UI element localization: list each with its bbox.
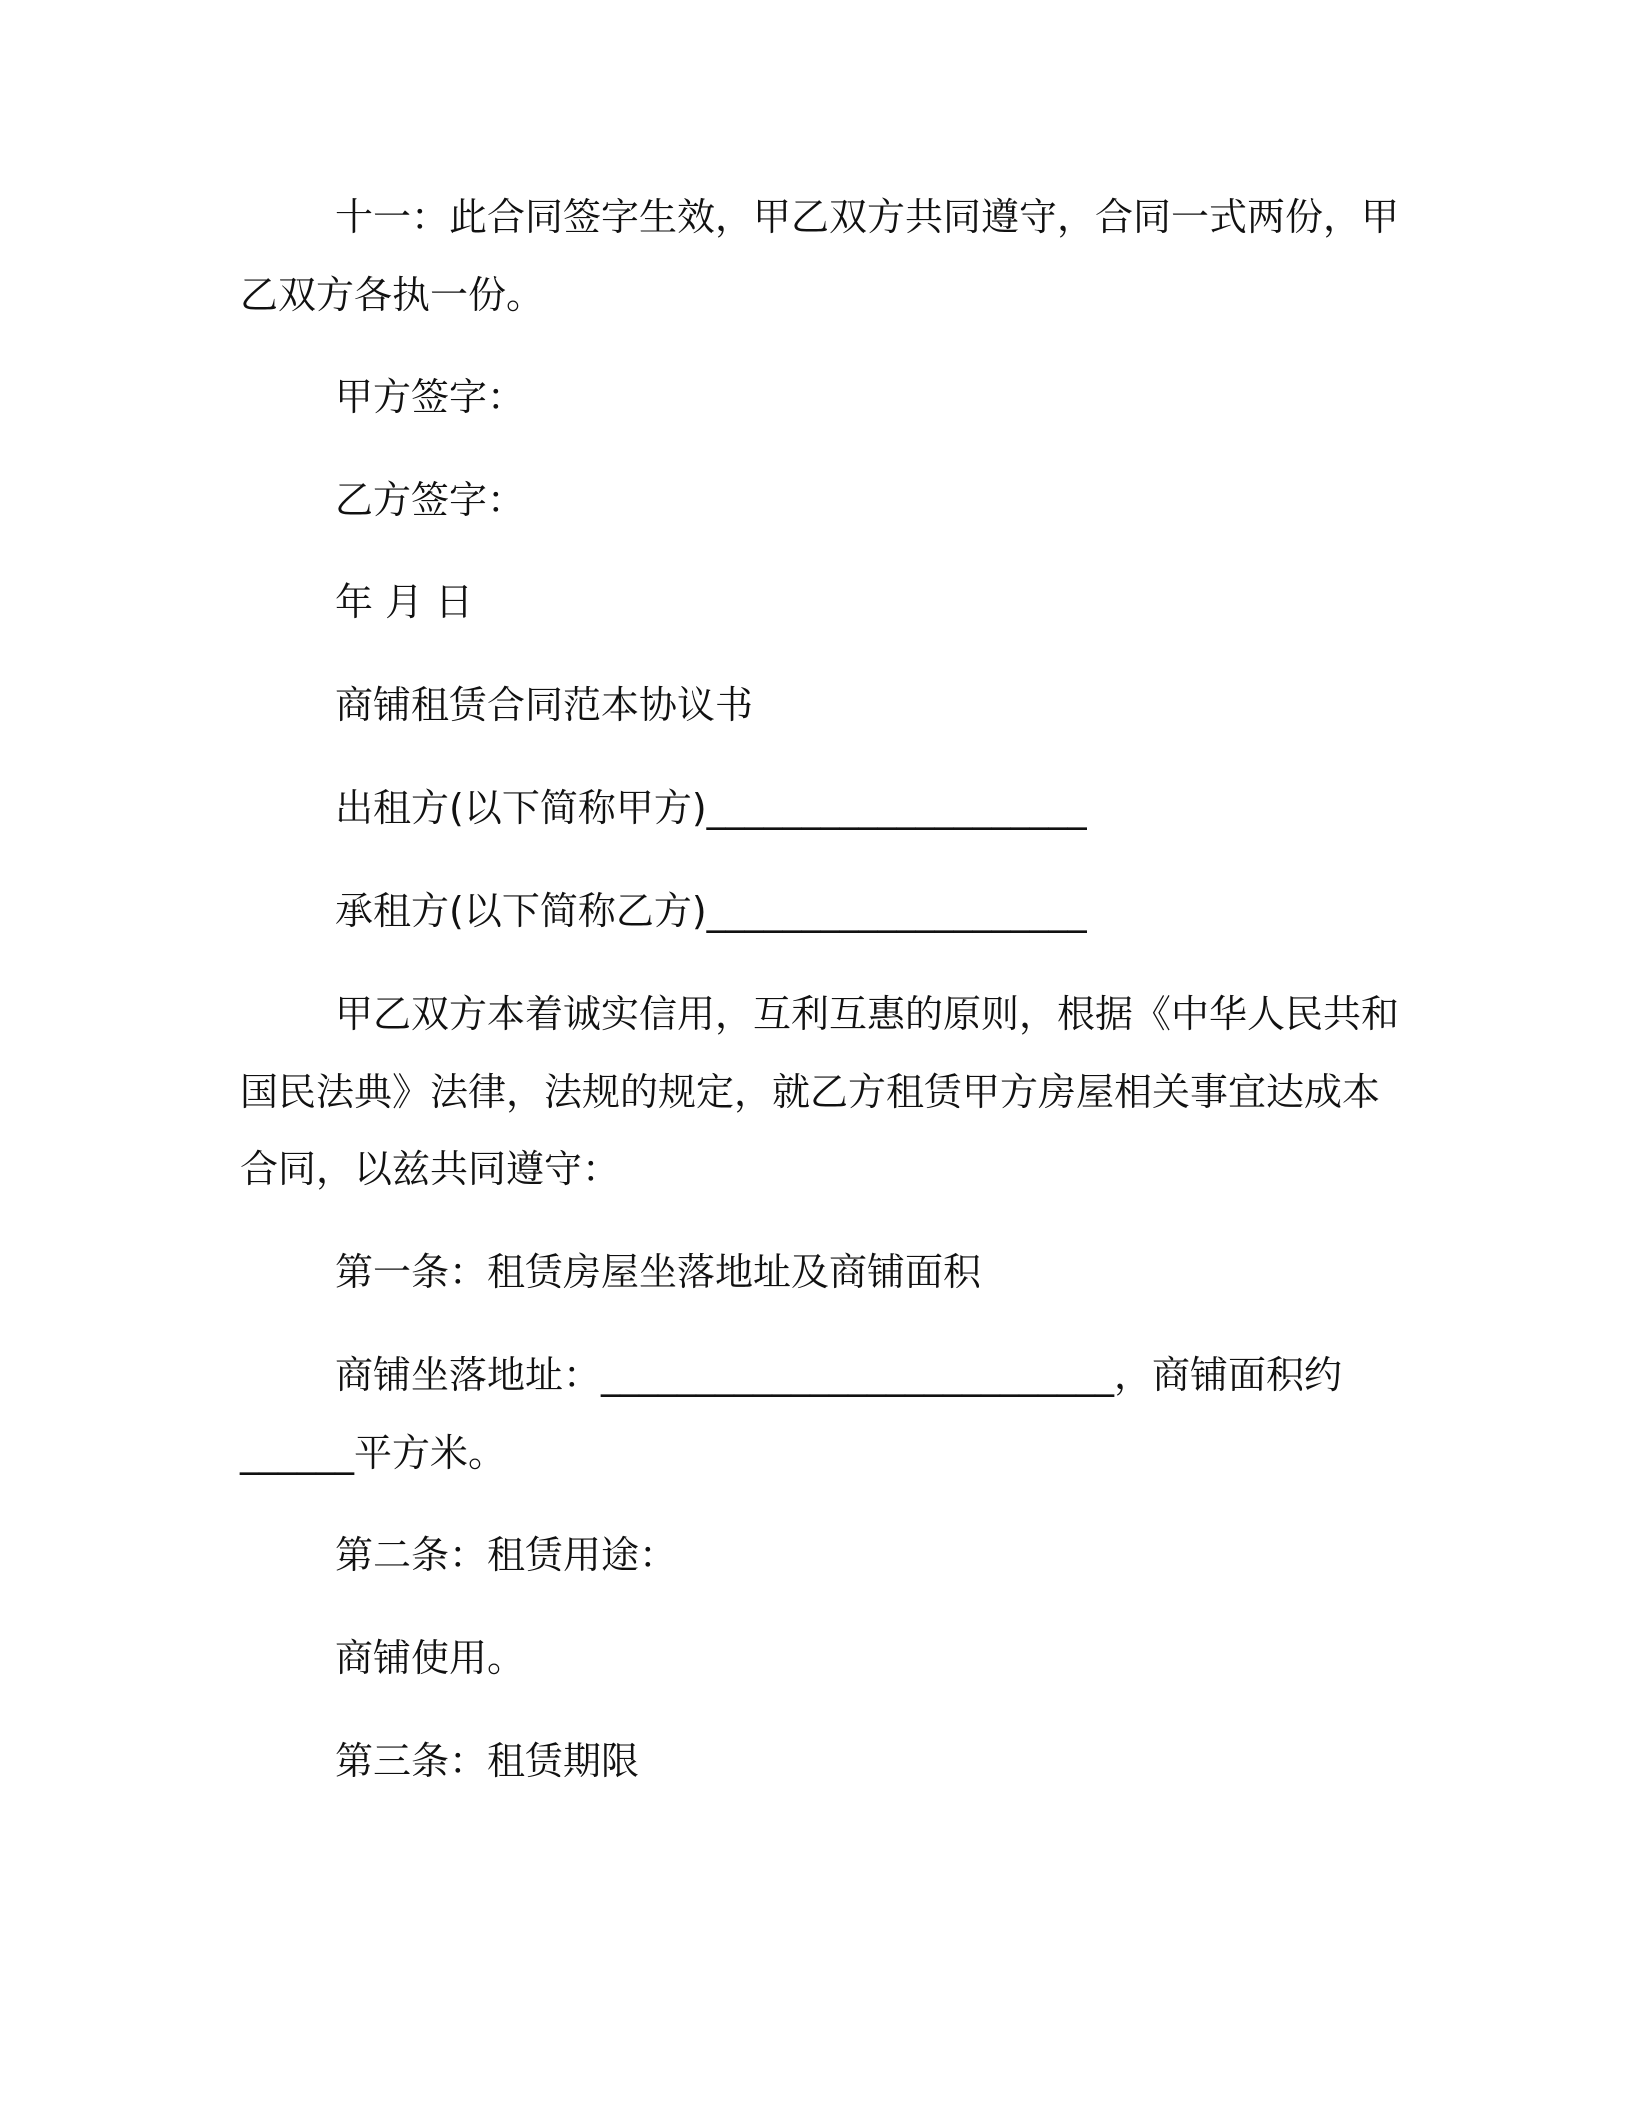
lessee-line: 承租方(以下简称乙方)____________________ [335,889,1087,933]
clause-11-line-2: 乙双方各执一份。 [240,273,545,317]
shop-address-line: 商铺坐落地址：___________________________，商铺面积约 [335,1353,1343,1397]
date-line: 年 月 日 [335,580,474,624]
preamble-line-3: 合同，以兹共同遵守： [240,1147,621,1191]
preamble-line-1: 甲乙双方本着诚实信用，互利互惠的原则，根据《中华人民共和 [335,992,1400,1036]
clause-11-line-1: 十一：此合同签字生效，甲乙双方共同遵守，合同一式两份，甲 [335,195,1400,239]
agreement-title: 商铺租赁合同范本协议书 [335,683,754,727]
article-3-heading: 第三条：租赁期限 [335,1739,640,1783]
shop-area-line: ______平方米。 [240,1431,507,1475]
lessor-line: 出租方(以下简称甲方)____________________ [335,786,1087,830]
preamble-line-2: 国民法典》法律，法规的规定，就乙方租赁甲方房屋相关事宜达成本 [240,1070,1381,1114]
usage-line: 商铺使用。 [335,1636,526,1680]
party-a-signature: 甲方签字： [335,375,526,419]
party-b-signature: 乙方签字： [335,478,526,522]
article-2-heading: 第二条：租赁用途： [335,1533,678,1577]
article-1-heading: 第一条：租赁房屋坐落地址及商铺面积 [335,1250,982,1294]
